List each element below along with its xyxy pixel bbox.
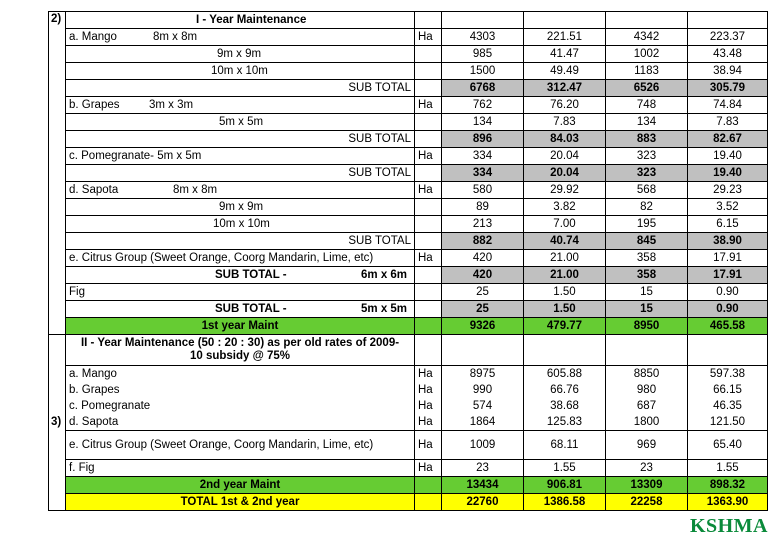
value-cell: 84.03: [524, 131, 606, 148]
section-title: [66, 335, 415, 366]
table-row: [49, 477, 768, 494]
value-cell: 22258: [606, 494, 688, 511]
unit-cell: Ha: [415, 250, 442, 267]
value-cell: 1.50: [524, 301, 606, 318]
value-cell: 25: [442, 284, 524, 301]
table-row: [49, 284, 768, 301]
value-cell: 906.81: [524, 477, 606, 494]
item-label: f. Fig: [66, 460, 415, 477]
item-name: b. Grapes: [69, 98, 120, 111]
subtotal-label: [66, 301, 415, 318]
table-row: [49, 199, 768, 216]
table-row: [49, 267, 768, 284]
value-cell: 49.49: [524, 63, 606, 80]
item-label: [66, 46, 415, 63]
value-cell: 1009: [442, 431, 524, 460]
item-label: a. Mango: [66, 366, 415, 383]
value-cell: 89: [442, 199, 524, 216]
item-name: d. Sapota: [69, 183, 119, 196]
table-row: [49, 148, 768, 165]
table-row: [49, 182, 768, 199]
unit-cell: Ha: [415, 148, 442, 165]
value-cell: 17.91: [688, 250, 768, 267]
value-cell: 43.48: [688, 46, 768, 63]
table-row: [49, 318, 768, 335]
value-cell: 1.50: [524, 284, 606, 301]
table-row: [49, 335, 768, 366]
value-cell: 7.00: [524, 216, 606, 233]
value-cell: 38.90: [688, 233, 768, 250]
value-cell: 762: [442, 97, 524, 114]
table-row: [49, 63, 768, 80]
value-cell: 1864: [442, 414, 524, 431]
table-row: [49, 431, 768, 460]
value-cell: 46.35: [688, 398, 768, 414]
value-cell: 883: [606, 131, 688, 148]
unit-cell: Ha: [415, 398, 442, 414]
value-cell: 8975: [442, 366, 524, 383]
item-label: [66, 199, 415, 216]
value-cell: 38.68: [524, 398, 606, 414]
subtotal-text: SUB TOTAL -: [215, 268, 287, 281]
value-cell: 1386.58: [524, 494, 606, 511]
value-cell: 1800: [606, 414, 688, 431]
unit-cell: Ha: [415, 29, 442, 46]
section-title-line: 10 subsidy @ 75%: [189, 350, 291, 362]
value-cell: 3.82: [524, 199, 606, 216]
value-cell: 7.83: [524, 114, 606, 131]
spacing-label: 9m x 9m: [219, 200, 264, 213]
unit-cell: Ha: [415, 431, 442, 460]
value-cell: 66.15: [688, 382, 768, 398]
value-cell: 605.88: [524, 366, 606, 383]
total-label: 1st year Maint: [66, 318, 415, 335]
value-cell: 896: [442, 131, 524, 148]
spacing-label: 5m x 5m: [219, 115, 264, 128]
value-cell: 465.58: [688, 318, 768, 335]
item-label: [66, 29, 415, 46]
value-cell: 1183: [606, 63, 688, 80]
value-cell: 334: [442, 165, 524, 182]
value-cell: 6768: [442, 80, 524, 97]
value-cell: 1363.90: [688, 494, 768, 511]
table-row: [49, 131, 768, 148]
section-title-line: II - Year Maintenance (50 : 20 : 30) as per old rates of 2009-: [80, 337, 400, 349]
subtotal-text: SUB TOTAL -: [215, 302, 287, 315]
value-cell: 23: [442, 460, 524, 477]
value-cell: 1.55: [688, 460, 768, 477]
subtotal-label: SUB TOTAL: [66, 233, 415, 250]
table-row: [49, 165, 768, 182]
value-cell: 19.40: [688, 165, 768, 182]
item-label: [66, 216, 415, 233]
unit-cell: Ha: [415, 182, 442, 199]
value-cell: 65.40: [688, 431, 768, 460]
item-label: e. Citrus Group (Sweet Orange, Coorg Mandarin, Lime, etc): [66, 250, 415, 267]
value-cell: 479.77: [524, 318, 606, 335]
value-cell: 305.79: [688, 80, 768, 97]
value-cell: 121.50: [688, 414, 768, 431]
value-cell: 4342: [606, 29, 688, 46]
table-row: [49, 216, 768, 233]
spacing-label: 5m x 5m: [361, 302, 408, 315]
value-cell: 41.47: [524, 46, 606, 63]
subtotal-label: SUB TOTAL: [66, 80, 415, 97]
item-label: [66, 97, 415, 114]
value-cell: 1002: [606, 46, 688, 63]
kshma-logo: KSHMA: [689, 515, 768, 537]
value-cell: 17.91: [688, 267, 768, 284]
value-cell: 358: [606, 250, 688, 267]
value-cell: 25: [442, 301, 524, 318]
table-row: [49, 250, 768, 267]
value-cell: 21.00: [524, 267, 606, 284]
spacing-label: 8m x 8m: [173, 183, 218, 196]
spacing-label: 6m x 6m: [361, 268, 408, 281]
value-cell: 13434: [442, 477, 524, 494]
unit-cell: Ha: [415, 382, 442, 398]
value-cell: 980: [606, 382, 688, 398]
value-cell: 195: [606, 216, 688, 233]
spacing-label: 10m x 10m: [213, 217, 270, 230]
value-cell: 312.47: [524, 80, 606, 97]
value-cell: 6526: [606, 80, 688, 97]
item-label: c. Pomegranate: [66, 398, 415, 414]
value-cell: 323: [606, 165, 688, 182]
table-row: [49, 114, 768, 131]
table-row: [49, 366, 768, 383]
value-cell: 0.90: [688, 301, 768, 318]
value-cell: 334: [442, 148, 524, 165]
value-cell: 20.04: [524, 148, 606, 165]
value-cell: 4303: [442, 29, 524, 46]
table-row: [49, 460, 768, 477]
value-cell: 6.15: [688, 216, 768, 233]
value-cell: 420: [442, 267, 524, 284]
value-cell: 29.92: [524, 182, 606, 199]
value-cell: 15: [606, 301, 688, 318]
value-cell: 134: [442, 114, 524, 131]
grand-total-label: TOTAL 1st & 2nd year: [66, 494, 415, 511]
value-cell: 1500: [442, 63, 524, 80]
maintenance-table: [48, 11, 768, 511]
value-cell: 223.37: [688, 29, 768, 46]
value-cell: 3.52: [688, 199, 768, 216]
subtotal-label: [66, 267, 415, 284]
section-number: 3): [49, 335, 66, 511]
table-row: [49, 494, 768, 511]
section-title-text: I - Year Maintenance: [196, 13, 307, 26]
item-label: c. Pomegranate- 5m x 5m: [66, 148, 415, 165]
value-cell: 134: [606, 114, 688, 131]
item-label: [66, 63, 415, 80]
item-label: Fig: [66, 284, 415, 301]
value-cell: 580: [442, 182, 524, 199]
spacing-label: 8m x 8m: [153, 30, 198, 43]
table-row: [49, 97, 768, 114]
value-cell: 23: [606, 460, 688, 477]
spacing-label: 10m x 10m: [211, 64, 268, 77]
item-label: [66, 182, 415, 199]
value-cell: 19.40: [688, 148, 768, 165]
subtotal-label: SUB TOTAL: [66, 165, 415, 182]
value-cell: 990: [442, 382, 524, 398]
total-label: 2nd year Maint: [66, 477, 415, 494]
unit-cell: Ha: [415, 414, 442, 431]
table-row: [49, 301, 768, 318]
value-cell: 969: [606, 431, 688, 460]
value-cell: 1.55: [524, 460, 606, 477]
table-row: [49, 29, 768, 46]
table-row: [49, 382, 768, 398]
value-cell: 882: [442, 233, 524, 250]
table-row: [49, 80, 768, 97]
value-cell: 358: [606, 267, 688, 284]
value-cell: 7.83: [688, 114, 768, 131]
table-row: [49, 398, 768, 414]
value-cell: 76.20: [524, 97, 606, 114]
value-cell: 20.04: [524, 165, 606, 182]
value-cell: 68.11: [524, 431, 606, 460]
value-cell: 0.90: [688, 284, 768, 301]
spacing-label: 3m x 3m: [149, 98, 194, 111]
value-cell: 8950: [606, 318, 688, 335]
value-cell: 125.83: [524, 414, 606, 431]
value-cell: 21.00: [524, 250, 606, 267]
value-cell: 597.38: [688, 366, 768, 383]
value-cell: 82: [606, 199, 688, 216]
value-cell: 40.74: [524, 233, 606, 250]
value-cell: 420: [442, 250, 524, 267]
value-cell: 74.84: [688, 97, 768, 114]
value-cell: 898.32: [688, 477, 768, 494]
value-cell: 323: [606, 148, 688, 165]
unit-cell: Ha: [415, 460, 442, 477]
subtotal-label: SUB TOTAL: [66, 131, 415, 148]
item-label: e. Citrus Group (Sweet Orange, Coorg Mandarin, Lime, etc): [66, 431, 415, 460]
value-cell: 221.51: [524, 29, 606, 46]
value-cell: 29.23: [688, 182, 768, 199]
item-label: b. Grapes: [66, 382, 415, 398]
value-cell: 9326: [442, 318, 524, 335]
unit-cell: Ha: [415, 366, 442, 383]
item-label: d. Sapota: [66, 414, 415, 431]
value-cell: 748: [606, 97, 688, 114]
unit-cell: Ha: [415, 97, 442, 114]
table-row: [49, 12, 768, 29]
value-cell: 22760: [442, 494, 524, 511]
value-cell: 82.67: [688, 131, 768, 148]
spacing-label: 9m x 9m: [217, 47, 262, 60]
item-label: [66, 114, 415, 131]
value-cell: 38.94: [688, 63, 768, 80]
value-cell: 985: [442, 46, 524, 63]
value-cell: 15: [606, 284, 688, 301]
value-cell: 845: [606, 233, 688, 250]
table-row: [49, 414, 768, 431]
value-cell: 213: [442, 216, 524, 233]
value-cell: 574: [442, 398, 524, 414]
table-row: [49, 46, 768, 63]
section-title: [66, 12, 415, 29]
value-cell: 687: [606, 398, 688, 414]
value-cell: 568: [606, 182, 688, 199]
table-row: [49, 233, 768, 250]
value-cell: 66.76: [524, 382, 606, 398]
value-cell: 13309: [606, 477, 688, 494]
value-cell: 8850: [606, 366, 688, 383]
section-number: 2): [49, 12, 66, 335]
item-name: a. Mango: [69, 30, 117, 43]
